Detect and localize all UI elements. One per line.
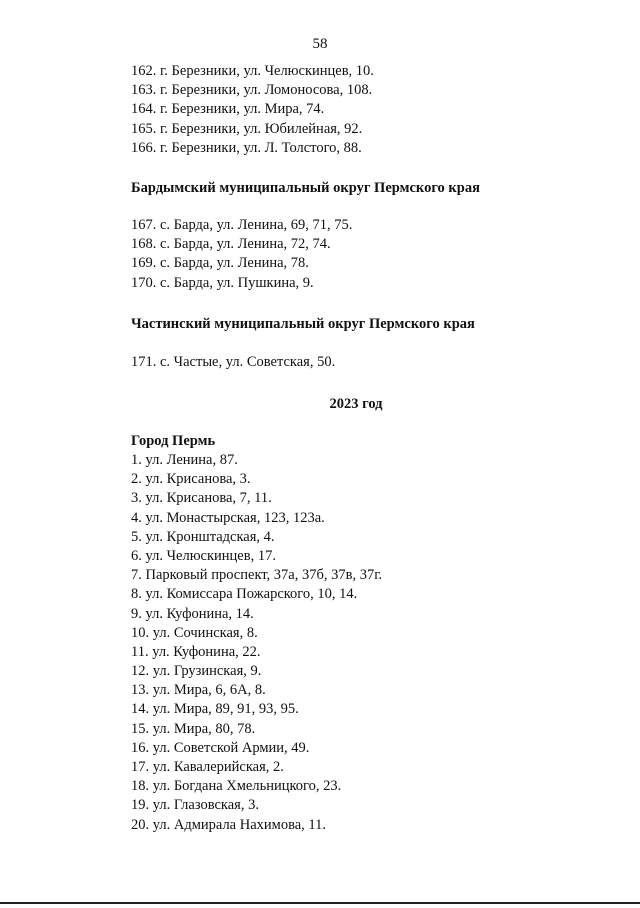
list-item: 17. ул. Кавалерийская, 2.	[131, 759, 284, 775]
list-item: 16. ул. Советской Армии, 49.	[131, 739, 310, 756]
section-heading-perm: Город Пермь	[131, 433, 216, 449]
page-bottom-divider	[0, 902, 640, 904]
list-item: 5. ул. Кронштадская, 4.	[131, 528, 275, 545]
list-item: 171. с. Частые, ул. Советская, 50.	[131, 354, 336, 370]
list-item: 3. ул. Крисанова, 7, 11.	[131, 490, 272, 507]
bardym-address-list	[131, 216, 611, 293]
list-item: 162. г. Березники, ул. Челюскинцев, 10.	[131, 63, 374, 79]
list-item: 170. с. Барда, ул. Пушкина, 9.	[131, 274, 314, 291]
perm-section	[131, 431, 611, 451]
bardym-section	[131, 178, 611, 198]
chastye-section	[131, 314, 611, 334]
list-item: 6. ул. Челюскинцев, 17.	[131, 547, 276, 564]
list-item: 164. г. Березники, ул. Мира, 74.	[131, 101, 325, 118]
list-item: 168. с. Барда, ул. Ленина, 72, 74.	[131, 236, 331, 253]
list-item: 165. г. Березники, ул. Юбилейная, 92.	[131, 120, 363, 137]
list-item: 8. ул. Комиссара Пожарского, 10, 14.	[131, 586, 358, 603]
list-item: 12. ул. Грузинская, 9.	[131, 663, 262, 680]
list-item: 13. ул. Мира, 6, 6А, 8.	[131, 682, 266, 699]
list-item: 166. г. Березники, ул. Л. Толстого, 88.	[131, 139, 362, 156]
list-item: 20. ул. Адмирала Нахимова, 11.	[131, 816, 327, 833]
perm-address-list	[131, 451, 611, 835]
list-item: 4. ул. Монастырская, 123, 123а.	[131, 509, 325, 526]
chastye-address-list	[131, 353, 611, 372]
list-item: 2. ул. Крисанова, 3.	[131, 471, 251, 488]
year-heading: 2023 год	[329, 396, 383, 412]
list-item: 7. Парковый проспект, 37а, 37б, 37в, 37г.	[131, 567, 383, 584]
list-item: 167. с. Барда, ул. Ленина, 69, 71, 75.	[131, 217, 353, 233]
list-item: 1. ул. Ленина, 87.	[131, 452, 238, 468]
berezniki-address-list	[131, 62, 611, 158]
list-item: 163. г. Березники, ул. Ломоносова, 108.	[131, 82, 373, 99]
list-item: 10. ул. Сочинская, 8.	[131, 624, 258, 641]
list-item: 18. ул. Богдана Хмельницкого, 23.	[131, 778, 342, 795]
list-item: 169. с. Барда, ул. Ленина, 78.	[131, 255, 309, 272]
section-heading-bardym: Бардымский муниципальный округ Пермского края	[131, 180, 480, 196]
list-item: 19. ул. Глазовская, 3.	[131, 797, 259, 814]
list-item: 15. ул. Мира, 80, 78.	[131, 720, 256, 737]
page-number: 58	[312, 36, 328, 52]
list-item: 14. ул. Мира, 89, 91, 93, 95.	[131, 701, 299, 718]
list-item: 11. ул. Куфонина, 22.	[131, 643, 261, 660]
section-heading-chastye: Частинский муниципальный округ Пермского края	[131, 316, 475, 332]
list-item: 9. ул. Куфонина, 14.	[131, 605, 254, 622]
